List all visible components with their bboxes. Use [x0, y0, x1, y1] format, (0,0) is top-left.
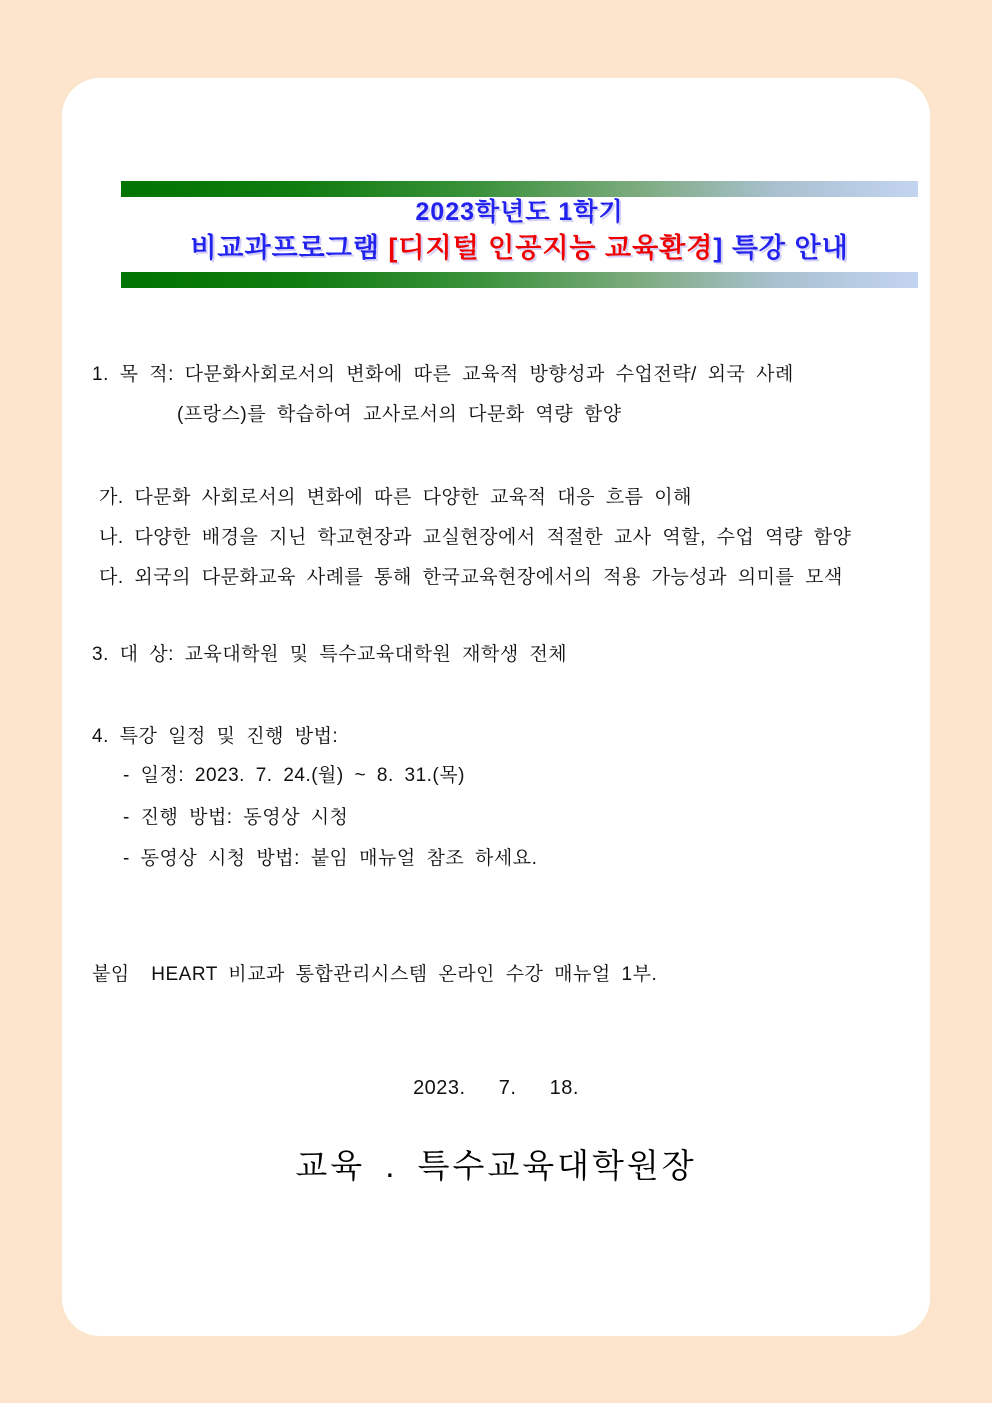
title-line2-highlight: [디지털 인공지능 교육환경 [388, 233, 714, 263]
schedule-item-method: - 진행 방법: 동영상 시청 [123, 807, 349, 828]
attachment-line: 붙임 HEART 비교과 통합관리시스템 온라인 수강 매뉴얼 1부. [92, 964, 658, 985]
notice-card [62, 78, 930, 1336]
sub-item-da: 다. 외국의 다문화교육 사례를 통해 한국교육현장에서의 적용 가능성과 의미를 모색 [99, 567, 843, 588]
sub-item-ga: 가. 다문화 사회로서의 변화에 따른 다양한 교육적 대응 흐름 이해 [99, 487, 692, 508]
purpose-line-2: (프랑스)를 학습하여 교사로서의 다문화 역량 함양 [177, 404, 622, 425]
title-line2-suffix: ] 특강 안내 [713, 233, 849, 263]
signature-line: 교육 . 특수교육대학원장 [295, 1147, 697, 1184]
title-line2-prefix: 비교과프로그램 [190, 233, 389, 263]
schedule-item-date: - 일정: 2023. 7. 24.(월) ~ 8. 31.(목) [123, 765, 465, 786]
schedule-item-viewing: - 동영상 시청 방법: 붙임 매뉴얼 참조 하세요. [123, 848, 538, 869]
target-line: 3. 대 상: 교육대학원 및 특수교육대학원 재학생 전체 [92, 644, 568, 665]
purpose-line-1: 1. 목 적: 다문화사회로서의 변화에 따른 교육적 방향성과 수업전략/ 외국 사례 [92, 364, 794, 385]
date-line: 2023. 7. 18. [413, 1077, 579, 1099]
schedule-heading: 4. 특강 일정 및 진행 방법: [92, 726, 339, 747]
header-bottom-bar [121, 272, 918, 288]
header-title-line2 [121, 231, 918, 265]
sub-item-na: 나. 다양한 배경을 지닌 학교현장과 교실현장에서 적절한 교사 역할, 수업 역량 함양 [99, 527, 852, 548]
header-title-line1: 2023학년도 1학기 [415, 198, 624, 226]
header-top-bar [121, 181, 918, 197]
